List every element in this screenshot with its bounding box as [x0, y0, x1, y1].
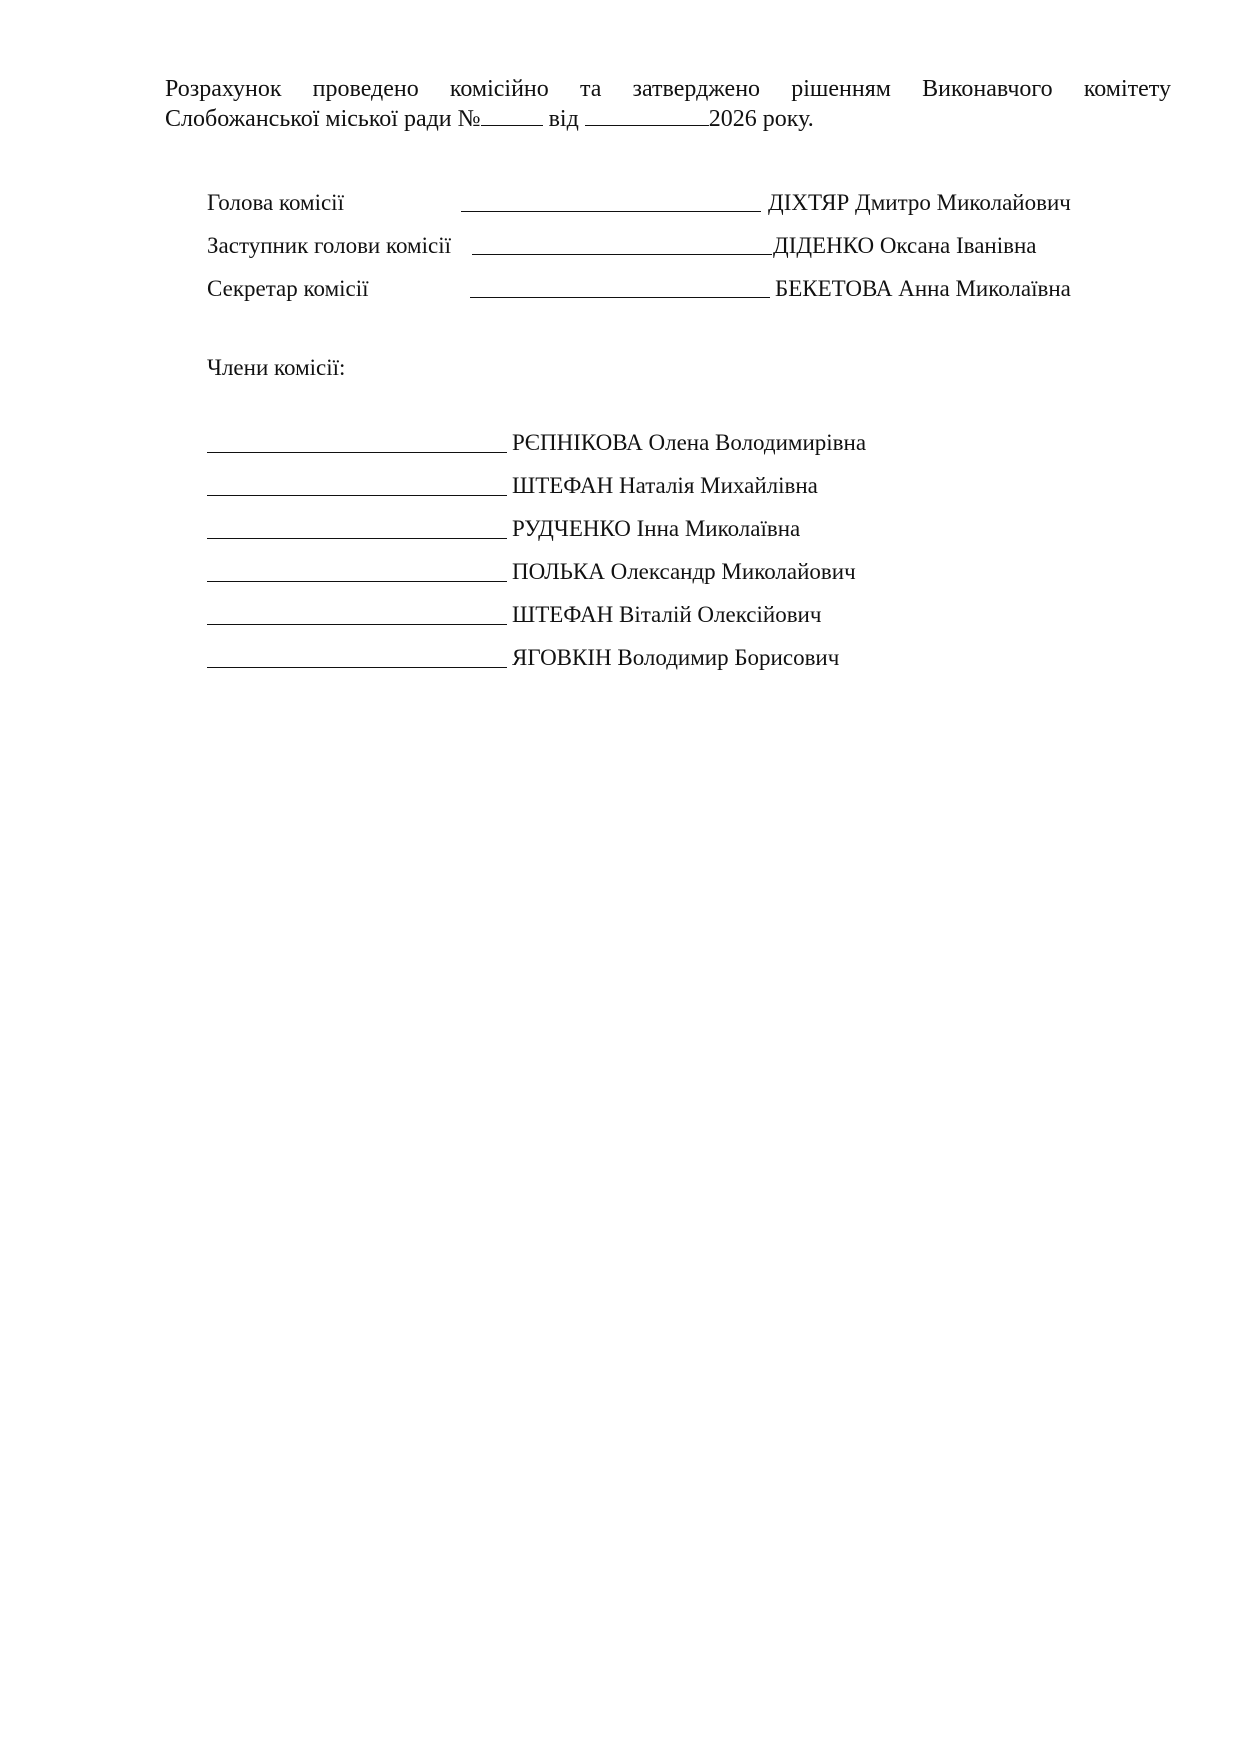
officer-name: ДІДЕНКО Оксана Іванівна	[773, 233, 1037, 258]
decision-number-blank	[481, 105, 543, 126]
officer-row-deputy	[207, 233, 1157, 276]
signature-line	[470, 297, 770, 298]
signature-line	[207, 452, 507, 453]
year-text: 2026 року.	[708, 106, 814, 132]
members-heading: Члени комісії:	[207, 355, 346, 380]
member-name: ШТЕФАН Наталія Михайлівна	[512, 473, 818, 498]
member-name: ШТЕФАН Віталій Олексійович	[512, 602, 822, 627]
signature-line	[472, 254, 772, 255]
approval-paragraph	[165, 74, 1171, 134]
signature-line	[207, 667, 507, 668]
signature-line	[207, 624, 507, 625]
intro-word: та	[579, 76, 602, 102]
signature-line	[207, 581, 507, 582]
intro-word: комісійно	[449, 76, 549, 102]
signature-line	[461, 211, 761, 212]
intro-word: затверджено	[632, 76, 761, 102]
intro-word: рішенням	[791, 76, 891, 102]
officer-name: БЕКЕТОВА Анна Миколаївна	[775, 276, 1071, 301]
intro-word: Виконавчого	[922, 76, 1053, 102]
intro-word: проведено	[312, 76, 419, 102]
officer-row-chairman	[207, 190, 1157, 233]
from-text: від	[542, 106, 585, 132]
intro-word: Розрахунок	[165, 76, 282, 102]
officer-name: ДІХТЯР Дмитро Миколайович	[768, 190, 1071, 215]
officer-role: Голова комісії	[207, 190, 344, 215]
commission-officers	[207, 190, 1157, 319]
officer-role: Заступник голови комісії	[207, 233, 451, 258]
signature-line	[207, 538, 507, 539]
officer-role: Секретар комісії	[207, 276, 369, 301]
member-name: ПОЛЬКА Олександр Миколайович	[512, 559, 856, 584]
member-name: ЯГОВКІН Володимир Борисович	[512, 645, 840, 670]
member-name: РЄПНІКОВА Олена Володимирівна	[512, 430, 867, 455]
decision-date-blank	[585, 105, 709, 126]
council-text: Слобожанської міської ради №	[165, 106, 481, 132]
approval-line-1	[165, 74, 1171, 104]
signature-line	[207, 495, 507, 496]
approval-line-2	[165, 104, 1171, 134]
officer-row-secretary	[207, 276, 1157, 319]
member-name: РУДЧЕНКО Інна Миколаївна	[512, 516, 801, 541]
intro-word: комітету	[1083, 76, 1171, 102]
